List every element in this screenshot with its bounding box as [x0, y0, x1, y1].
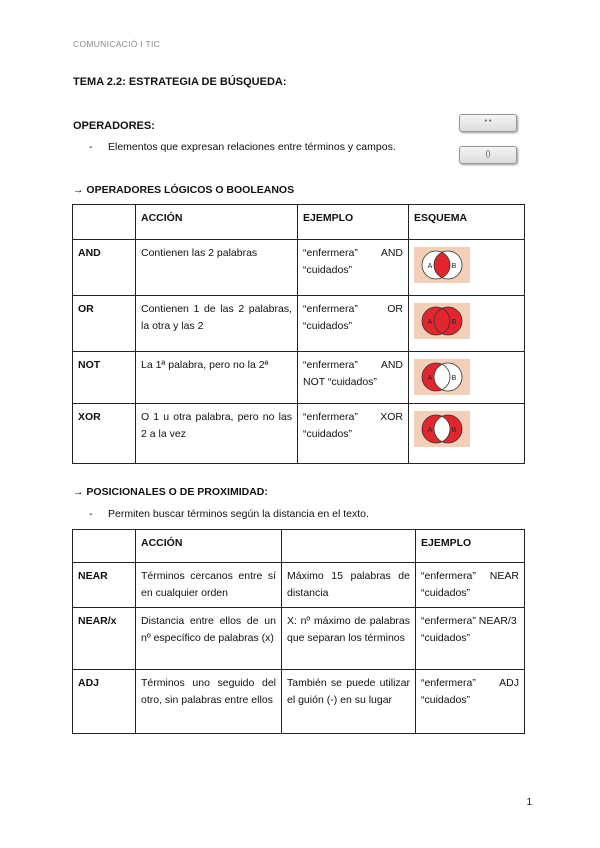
table-row — [73, 404, 525, 464]
table-header-cell — [73, 530, 136, 563]
positional-operators-table — [72, 529, 525, 734]
table-header-cell: EJEMPLO — [298, 205, 409, 240]
venn-label-a: A — [427, 263, 433, 270]
operator-cell: AND — [73, 240, 136, 296]
operator-cell: XOR — [73, 404, 136, 464]
search-box-image-top — [459, 114, 517, 132]
search-box-image-bottom — [459, 146, 517, 164]
venn-diagram — [414, 411, 470, 447]
table-header-cell: EJEMPLO — [416, 530, 525, 563]
example-cell: “enfermera” NEAR “cuidados” — [416, 563, 525, 608]
table-row — [73, 352, 525, 404]
venn-label-b: B — [451, 319, 457, 326]
search-box-glyph: () — [485, 149, 491, 158]
scheme-cell — [409, 296, 525, 352]
operator-cell: ADJ — [73, 670, 136, 734]
example-cell: “enfermera” AND NOT “cuidados” — [298, 352, 409, 404]
table-row — [73, 240, 525, 296]
bullet-dash: - — [89, 508, 93, 520]
example-cell: “enfermera” ADJ “cuidados” — [416, 670, 525, 734]
table-row — [73, 563, 525, 608]
positional-bullet-text: Permiten buscar términos según la distancia en el texto. — [108, 508, 369, 520]
venn-diagram — [414, 359, 470, 395]
table-row — [73, 608, 525, 670]
table-row — [73, 296, 525, 352]
venn-label-b: B — [451, 427, 457, 434]
detail-cell: X: nº máximo de palabras que separan los términos — [282, 608, 416, 670]
scheme-cell — [409, 352, 525, 404]
search-box-glyph: • • — [484, 118, 492, 125]
logical-operators-table — [72, 204, 525, 464]
detail-cell: Máximo 15 palabras de distancia — [282, 563, 416, 608]
operators-bullet-text: Elementos que expresan relaciones entre términos y campos. — [108, 141, 396, 153]
action-cell: Distancia entre ellos de un nº específico de palabras (x) — [136, 608, 282, 670]
table-header-cell — [73, 205, 136, 240]
venn-label-a: A — [427, 427, 433, 434]
table-header-row — [73, 530, 525, 563]
example-cell: “enfermera” AND “cuidados” — [298, 240, 409, 296]
action-cell: Contienen las 2 palabras — [136, 240, 298, 296]
detail-cell: También se puede utilizar el guión (-) en su lugar — [282, 670, 416, 734]
page-number: 1 — [526, 797, 532, 808]
positional-operators-heading: → POSICIONALES O DE PROXIMIDAD: — [73, 486, 268, 498]
venn-diagram — [414, 303, 470, 339]
action-cell: Términos uno seguido del otro, sin palabras entre ellos — [136, 670, 282, 734]
operator-cell: NOT — [73, 352, 136, 404]
scheme-cell — [409, 240, 525, 296]
action-cell: La 1ª palabra, pero no la 2ª — [136, 352, 298, 404]
venn-label-a: A — [427, 319, 433, 326]
table-header-cell — [282, 530, 416, 563]
table-row — [73, 670, 525, 734]
example-cell: “enfermera” OR “cuidados” — [298, 296, 409, 352]
document-header: COMUNICACIÓ I TIC — [73, 39, 161, 49]
table-header-cell: ACCIÓN — [136, 530, 282, 563]
venn-label-b: B — [451, 375, 457, 382]
page-title: TEMA 2.2: ESTRATEGIA DE BÚSQUEDA: — [73, 76, 287, 88]
action-cell: O 1 u otra palabra, pero no las 2 a la vez — [136, 404, 298, 464]
operator-cell: NEAR/x — [73, 608, 136, 670]
table-header-cell: ESQUEMA — [409, 205, 525, 240]
venn-label-a: A — [427, 375, 433, 382]
operators-heading: OPERADORES: — [73, 120, 155, 132]
logical-operators-heading: → OPERADORES LÓGICOS O BOOLEANOS — [73, 184, 295, 196]
bullet-dash: - — [89, 141, 93, 153]
venn-diagram — [414, 247, 470, 283]
operator-cell: OR — [73, 296, 136, 352]
table-header-cell: ACCIÓN — [136, 205, 298, 240]
action-cell: Contienen 1 de las 2 palabras, la otra y las 2 — [136, 296, 298, 352]
table-header-row — [73, 205, 525, 240]
venn-label-b: B — [451, 263, 457, 270]
example-cell: “enfermera” NEAR/3 “cuidados” — [416, 608, 525, 670]
operator-cell: NEAR — [73, 563, 136, 608]
action-cell: Términos cercanos entre sí en cualquier orden — [136, 563, 282, 608]
example-cell: “enfermera” XOR “cuidados” — [298, 404, 409, 464]
scheme-cell — [409, 404, 525, 464]
